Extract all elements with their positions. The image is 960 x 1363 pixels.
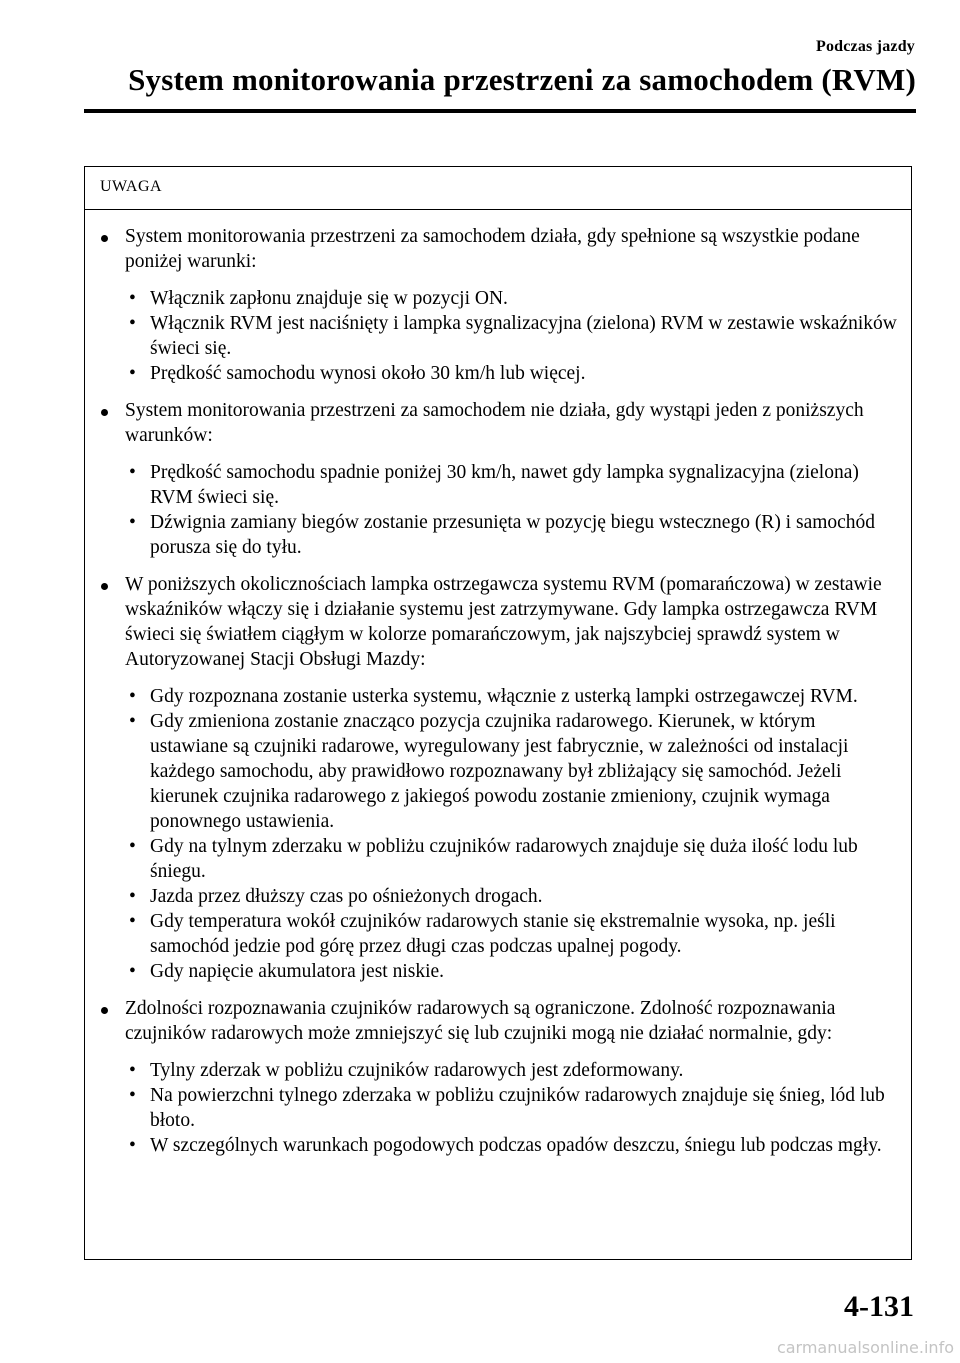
condition-list (125, 286, 897, 386)
note-bullet (101, 398, 897, 560)
list-item-text: Gdy temperatura wokół czujników radarowych stanie się ekstremalnie wysoka, np. jeśli samochód jedzie pod górę przez długi czas podczas upalnej pogody. (150, 911, 836, 957)
section-label: Podczas jazdy (815, 38, 915, 55)
list-item (125, 909, 897, 959)
dot-icon: • (129, 1135, 136, 1156)
bullet-dot-icon (101, 409, 108, 416)
list-item-text: Gdy rozpoznana zostanie usterka systemu, włącznie z usterką lampki ostrzegawczej RVM. (150, 686, 858, 707)
list-item (125, 286, 897, 311)
condition-list (125, 460, 897, 560)
list-item (125, 510, 897, 560)
dot-icon: • (129, 886, 136, 907)
dot-icon: • (129, 512, 136, 533)
page-number: 4-131 (844, 1290, 914, 1323)
list-item (125, 834, 897, 884)
list-item (125, 959, 897, 984)
note-bullet (101, 572, 897, 984)
note-header: UWAGA (85, 167, 911, 210)
dot-icon: • (129, 462, 136, 483)
bullet-text: System monitorowania przestrzeni za samochodem działa, gdy spełnione są wszystkie podane poniżej warunki: (125, 226, 860, 272)
list-item (125, 311, 897, 361)
note-bullet (101, 996, 897, 1158)
dot-icon: • (129, 1060, 136, 1081)
bullet-dot-icon (101, 235, 108, 242)
list-item-text: Prędkość samochodu wynosi około 30 km/h lub więcej. (150, 363, 586, 384)
bullet-text: W poniższych okolicznościach lampka ostrzegawcza systemu RVM (pomarańczowa) w zestawie wskaźników włączy się i działanie systemu jest zatrzymywane. Gdy lampka ostrzegawcza RVM świeci się światłem ciągłym w kolorze pomarańczowym, jak najszybciej sprawdź system w Autoryzowanej Stacji Obsługi Mazdy: (125, 574, 882, 670)
dot-icon: • (129, 313, 136, 334)
dot-icon: • (129, 1085, 136, 1106)
list-item-text: Dźwignia zamiany biegów zostanie przesunięta w pozycję biegu wstecznego (R) i samochód porusza się do tyłu. (150, 512, 876, 558)
dot-icon: • (129, 911, 136, 932)
dot-icon: • (129, 288, 136, 309)
dot-icon: • (129, 363, 136, 384)
bullet-text: Zdolności rozpoznawania czujników radarowych są ograniczone. Zdolność rozpoznawania czujników radarowych może zmniejszyć się lub czujniki mogą nie działać normalnie, gdy: (125, 998, 836, 1044)
list-item (125, 460, 897, 510)
list-item (125, 684, 897, 709)
list-item (125, 361, 897, 386)
title-rule (84, 109, 916, 113)
list-item-text: Tylny zderzak w pobliżu czujników radarowych jest zdeformowany. (150, 1060, 684, 1081)
bullet-text: System monitorowania przestrzeni za samochodem nie działa, gdy wystąpi jeden z poniższych warunków: (125, 400, 864, 446)
condition-list (125, 1058, 897, 1158)
list-item-text: Gdy zmieniona zostanie znacząco pozycja czujnika radarowego. Kierunek, w którym ustawiane są czujniki radarowe, wyregulowany jest fabrycznie, w zależności od instalacji każdego samochodu, aby prawidłowo rozpoznawany był zbliżający się samochód. Jeżeli kierunek czujnika radarowego z jakiegoś powodu zostanie zmieniony, czujnik wymaga ponownego ustawienia. (150, 711, 849, 832)
list-item-text: W szczególnych warunkach pogodowych podczas opadów deszczu, śniegu lub podczas mgły. (150, 1135, 882, 1156)
dot-icon: • (129, 686, 136, 707)
watermark: carmanualsonline.info (776, 1338, 954, 1357)
dot-icon: • (129, 961, 136, 982)
note-bullet (101, 224, 897, 386)
list-item-text: Prędkość samochodu spadnie poniżej 30 km/h, nawet gdy lampka sygnalizacyjna (zielona) RVM świeci się. (150, 462, 859, 508)
bullet-dot-icon (101, 1007, 108, 1014)
list-item (125, 884, 897, 909)
list-item (125, 1058, 897, 1083)
list-item-text: Jazda przez dłuższy czas po ośnieżonych drogach. (150, 886, 543, 907)
list-item-text: Włącznik zapłonu znajduje się w pozycji ON. (150, 288, 508, 309)
list-item (125, 709, 897, 834)
bullet-dot-icon (101, 583, 108, 590)
list-item-text: Gdy na tylnym zderzaku w pobliżu czujników radarowych znajduje się duża ilość lodu lub śniegu. (150, 836, 858, 882)
list-item (125, 1083, 897, 1133)
note-box (84, 166, 912, 1260)
page-title: System monitorowania przestrzeni za samochodem (RVM) (128, 62, 916, 97)
list-item (125, 1133, 897, 1158)
list-item-text: Na powierzchni tylnego zderzaka w pobliżu czujników radarowych znajduje się śnieg, lód lub błoto. (150, 1085, 885, 1131)
list-item-text: Gdy napięcie akumulatora jest niskie. (150, 961, 445, 982)
dot-icon: • (129, 711, 136, 732)
note-body (85, 210, 911, 1158)
condition-list (125, 684, 897, 984)
list-item-text: Włącznik RVM jest naciśnięty i lampka sygnalizacyjna (zielona) RVM w zestawie wskaźników świeci się. (150, 313, 897, 359)
dot-icon: • (129, 836, 136, 857)
